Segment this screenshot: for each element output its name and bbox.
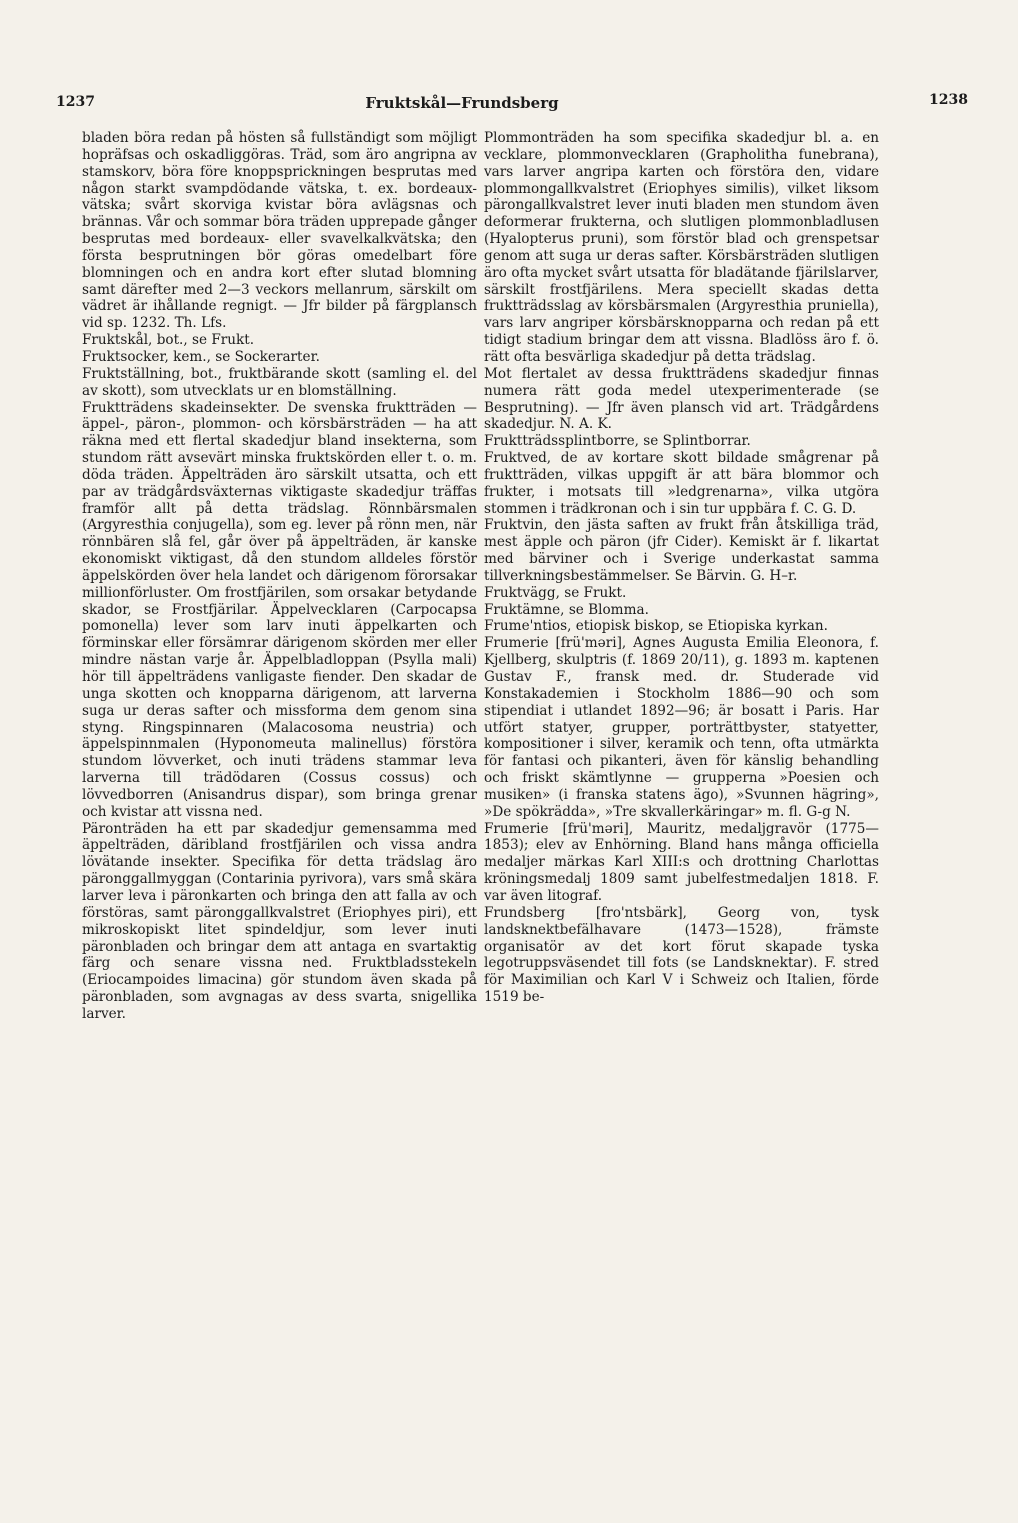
left-paragraph: Fruktställning, bot., fruktbärande skott (samling el. del av skott), som utvecklats ur en blomställning.: [82, 365, 477, 399]
page-number-left: 1237: [56, 94, 95, 110]
left-paragraph: Fruktsocker, kem., se Sockerarter.: [82, 348, 320, 365]
right-column: [484, 130, 879, 1006]
left-paragraph: Fruktskål, bot., se Frukt.: [82, 332, 255, 349]
right-paragraph: Fruktvägg, se Frukt.: [484, 584, 627, 601]
left-paragraph: Fruktträdens skadeinsekter. De svenska fruktträden — äppel-, päron-, plommon- och körsbärsträden — ha att räkna med ett flertal skadedjur bland insekterna, som stundom rätt avsevärt minska fruktskörden eller t. o. m. döda träden. Äppelträden äro särskilt utsatta, och ett par av trädgårdsväxternas viktigaste skadedjur träffas framför allt på detta trädslag. Rönnbärsmalen (Argyresthia conjugella), som eg. lever på rönn men, när rönnbären slå fel, går över på äppelträden, är kanske ekonomiskt viktigast, då den stundom alldeles förstör äppelskörden över hela landet och därigenom förorsakar millionförluster. Om frostfjärilen, som orsakar betydande skador, se Frostfjärilar. Äppelvecklaren (Carpocapsa pomonella) lever som larv inuti äppelkarten och förminskar eller försämrar därigenom skörden mer eller mindre nästan varje år. Äppelbladloppan (Psylla mali) hör till äppelträdens vanligaste fiender. Den skadar de unga skotten och knopparna därigenom, att larverna suga ur deras safter och missforma dem genom sina styng. Ringspinnaren (Malacosoma neustria) och äppelspinnmalen (Hyponomeuta malinellus) förstöra stundom lövverket, och inuti trädens stammar leva larverna till trädödaren (Cossus cossus) och lövvedborren (Anisandrus dispar), som bringa grenar och kvistar att vissna ned.: [82, 399, 477, 820]
right-paragraph: Fruktämne, se Blomma.: [484, 601, 649, 618]
page-header: [56, 92, 968, 114]
right-paragraph: Frumerie [frü'məri], Agnes Augusta Emilia Eleonora, f. Kjellberg, skulptris (f. 1869 20/11), g. 1893 m. kaptenen Gustav F., fransk med. dr. Studerade vid Konstakademien i Stockholm 1886—90 och som stipendiat i utlandet 1892—96; är bosatt i Paris. Har utfört statyer, grupper, porträttbyster, statyetter, kompositioner i silver, keramik och tenn, ofta utmärkta för fantasi och pikanteri, även för känslig behandling och friskt skämtlynne — grupperna »Poesien och musiken» (i franska statens ägo), »Svunnen hägring», »De spökrädda», »Tre skvallerkäringar» m. fl. G-g N.: [484, 635, 879, 820]
right-paragraph: Plommonträden ha som specifika skadedjur bl. a. en vecklare, plommonvecklaren (Grapholitha funebrana), vars larver angripa karten och förstöra den, vidare plommongallkvalstret (Eriophyes similis), vilket liksom pärongallkvalstret lever inuti bladen men stundom även deformerar frukterna, och slutligen plommonbladlusen (Hyalopterus pruni), som förstör blad och grenspetsar genom att suga ur deras safter. Körsbärsträden slutligen äro ofta mycket svårt utsatta för bladätande fjärilslarver, särskilt frostfjärilens. Mera speciellt skadas detta fruktträdsslag av körsbärsmalen (Argyresthia pruniella), vars larv angriper körsbärsknopparna och redan på ett tidigt stadium bringar dem att vissna. Bladlöss äro f. ö. rätt ofta besvärliga skadedjur på detta trädslag.: [484, 130, 879, 365]
right-paragraph: Mot flertalet av dessa fruktträdens skadedjur finnas numera rätt goda medel utexperimenterade (se Besprutning). — Jfr även plansch vid art. Trädgårdens skadedjur. N. A. K.: [484, 365, 879, 433]
right-paragraph: Frume'ntios, etiopisk biskop, se Etiopiska kyrkan.: [484, 618, 828, 635]
left-paragraph: bladen böra redan på hösten så fullständigt som möjligt hopräfsas och oskadliggöras. Träd, som äro angripna av stamskorv, böra före knoppsprickningen besprutas med någon starkt svampdödande vätska, t. ex. bordeaux-vätska; svårt skorviga kvistar böra avlägsnas och brännas. Vår och sommar böra träden upprepade gånger besprutas med bordeaux- eller svavelkalkvätska; den första besprutningen bör göras omedelbart före blomningen och en andra kort efter slutad blomning samt därefter med 2—3 veckors mellanrum, särskilt om vädret är ihållande regnigt. — Jfr bilder på färgplansch vid sp. 1232. Th. Lfs.: [82, 130, 477, 332]
running-title: Fruktskål—Frundsberg: [365, 94, 559, 112]
right-paragraph: Frumerie [frü'məri], Mauritz, medaljgravör (1775—1853); elev av Enhörning. Bland hans många officiella medaljer märkas Karl XIII:s och drottning Charlottas kröningsmedalj 1809 samt jubelfestmedaljen 1818. F. var även litograf.: [484, 820, 879, 904]
right-paragraph: Fruktved, de av kortare skott bildade smågrenar på fruktträden, vilkas uppgift är att bära blommor och frukter, i motsats till »ledgrenarna», vilka utgöra stommen i trädkronan och i sin tur uppbära f. C. G. D.: [484, 450, 879, 517]
left-paragraph: Päronträden ha ett par skadedjur gemensamma med äppelträden, däribland frostfjärilen och vissa andra lövätande insekter. Specifika för detta trädslag äro päronggallmyggan (Contarinia pyrivora), vars små skära larver leva i päronkarten och bringa den att falla av och förstöras, samt päronggallkvalstret (Eriophyes piri), ett mikroskopiskt litet spindeldjur, som lever inuti päronbladen och bringar dem att antaga en svartaktig färg och senare vissna ned. Fruktbladsstekeln (Eriocampoides limacina) gör stundom även skada på päronbladen, som avgnagas av dess svarta, snigellika larver.: [82, 820, 477, 1022]
right-paragraph: Fruktträdssplintborre, se Splintborrar.: [484, 433, 751, 450]
right-paragraph: Fruktvin, den jästa saften av frukt från åtskilliga träd, mest äpple och päron (jfr Cider). Kemiskt är f. likartat med bärviner och i Sverige underkastat samma tillverkningsbestämmelser. Se Bärvin. G. H–r.: [484, 517, 879, 584]
right-paragraph: Frundsberg [fro'ntsbärk], Georg von, tysk landsknektbefälhavare (1473—1528), främste organisatör av det kort förut skapade tyska legotruppsväsendet till fots (se Landsknektar). F. stred för Maximilian och Karl V i Schweiz och Italien, förde 1519 be-: [484, 904, 879, 1006]
page-number-right: 1238: [929, 92, 968, 108]
left-column: [82, 130, 477, 1023]
